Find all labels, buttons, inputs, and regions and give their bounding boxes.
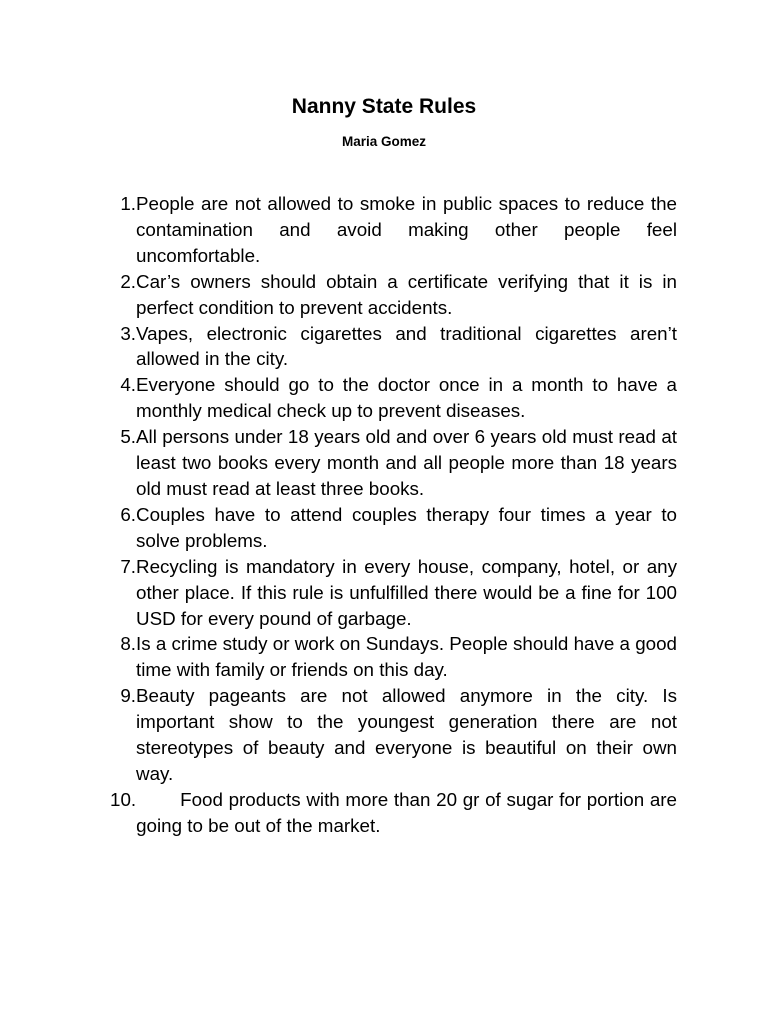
list-item bbox=[110, 191, 677, 269]
list-item-number: 5. bbox=[120, 426, 136, 448]
list-item-number: 7. bbox=[120, 555, 136, 577]
list-item bbox=[110, 787, 677, 839]
list-item bbox=[110, 683, 677, 787]
list-item-number: 2. bbox=[120, 270, 136, 292]
list-item-text: Food products with more than 20 gr of sugar for portion are going to be out of the market. bbox=[136, 788, 677, 836]
list-item bbox=[110, 424, 677, 502]
list-item bbox=[110, 269, 677, 321]
list-item-text: People are not allowed to smoke in public spaces to reduce the contamination and avoid making other people feel uncomfortable. bbox=[136, 193, 677, 266]
rules-list bbox=[110, 191, 677, 839]
list-item bbox=[110, 502, 677, 554]
list-item-number: 6. bbox=[120, 503, 136, 525]
document-title: Nanny State Rules bbox=[291, 95, 477, 118]
list-item-text: Vapes, electronic cigarettes and traditional cigarettes aren’t allowed in the city. bbox=[136, 322, 677, 370]
list-item-number: 9. bbox=[120, 685, 136, 707]
list-item-text: Car’s owners should obtain a certificate verifying that it is in perfect condition to prevent accidents. bbox=[136, 270, 677, 318]
list-item bbox=[110, 321, 677, 373]
list-item bbox=[110, 372, 677, 424]
list-item-text: Beauty pageants are not allowed anymore in the city. Is important show to the youngest generation there are not stereotypes of beauty and everyone is beautiful on their own way. bbox=[136, 685, 677, 784]
list-item-text: Everyone should go to the doctor once in a month to have a monthly medical check up to prevent diseases. bbox=[136, 374, 677, 422]
list-item bbox=[110, 631, 677, 683]
list-item-number: 8. bbox=[120, 633, 136, 655]
list-item-text: Couples have to attend couples therapy four times a year to solve problems. bbox=[136, 503, 677, 551]
list-item-number: 1. bbox=[120, 193, 136, 214]
list-item-number: 4. bbox=[120, 374, 136, 396]
document-author: Maria Gomez bbox=[341, 134, 427, 149]
list-item bbox=[110, 554, 677, 632]
list-item-text: All persons under 18 years old and over 6 years old must read at least two books every month and all people more than 18 years old must read at least three books. bbox=[136, 426, 677, 499]
list-item-number: 3. bbox=[120, 322, 136, 344]
list-item-text: Recycling is mandatory in every house, company, hotel, or any other place. If this rule is unfulfilled there would be a fine for 100 USD for every pound of garbage. bbox=[136, 555, 677, 629]
list-item-number: 10. bbox=[110, 788, 137, 810]
list-item-text: Is a crime study or work on Sundays. People should have a good time with family or friends on this day. bbox=[136, 633, 677, 681]
